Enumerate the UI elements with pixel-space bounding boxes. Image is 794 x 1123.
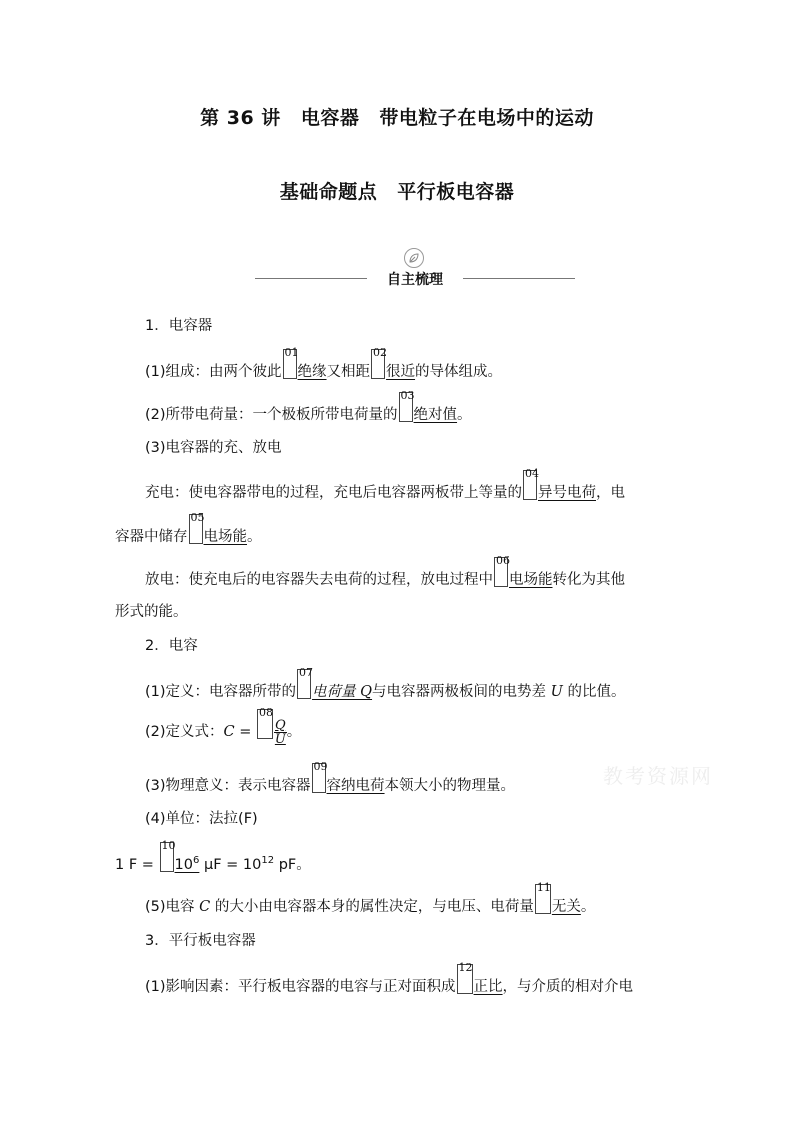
answer: 正比 <box>473 979 503 995</box>
title-part-1: 电容器 <box>300 107 360 129</box>
subtitle-b: 平行板电容器 <box>397 181 515 203</box>
section-subtitle <box>0 177 794 204</box>
watermark: 教考资源网 <box>603 764 713 788</box>
answer: 异号电荷 <box>538 485 596 501</box>
answer: 容纳电荷 <box>326 778 385 794</box>
answer: 无关 <box>551 899 581 915</box>
line-charging: 充电：使电容器带电的过程，充电后电容器两板带上等量的 04 异号电荷，电 <box>145 467 625 501</box>
answer: 很近 <box>386 364 416 380</box>
line-dependence: (5)电容 C 的大小由电容器本身的属性决定，与电压、电荷量 11 无关。 <box>145 881 596 915</box>
blank-box: 10 <box>160 842 174 872</box>
fraction-q-over-u: $\frac{Q}{U}$ <box>274 717 286 747</box>
line-formula: (2)定义式：C = 08 $\frac{Q}{U}$ 。 <box>145 706 302 747</box>
divider-right <box>463 278 575 279</box>
blank-box: 05 <box>189 514 203 544</box>
line-factors: (1)影响因素：平行板电容器的电容与正对面积成 12 正比，与介质的相对介电 <box>145 961 634 995</box>
heading-capacitance: 2．电容 <box>145 638 198 654</box>
answer: $10^6$ <box>174 855 200 873</box>
line-definition: (1)定义：电容器所带的 07 电荷量 Q与电容器两极板间的电势差 U 的比值。 <box>145 666 626 700</box>
blank-box: 12 <box>457 964 473 994</box>
line-composition: (1)组成：由两个彼此 01 绝缘又相距 02 很近的导体组成。 <box>145 346 503 380</box>
section-label: 自主梳理 <box>387 272 443 288</box>
blank-box: 02 <box>371 349 385 379</box>
blank-box: 04 <box>523 470 537 500</box>
blank-box: 03 <box>399 392 413 422</box>
page-title <box>0 103 794 130</box>
answer: 绝对值 <box>413 407 458 423</box>
section-header <box>255 246 575 290</box>
title-part-2: 带电粒子在电场中的运动 <box>379 107 594 129</box>
heading-capacitor: 1．电容器 <box>145 318 213 334</box>
blank-box: 08 <box>257 709 273 739</box>
line-meaning: (3)物理意义：表示电容器 09 容纳电荷本领大小的物理量。 <box>145 760 516 794</box>
blank-box: 11 <box>535 884 551 914</box>
blank-box: 07 <box>297 669 311 699</box>
line-unit-conversion: 1 F = 10 $10^6$ $\mu F = 10^{12}$ pF。 <box>115 839 311 873</box>
blank-box: 06 <box>494 557 508 587</box>
lecture-number: 第 36 讲 <box>200 107 281 129</box>
answer: 绝缘 <box>297 364 327 380</box>
answer: 电场能 <box>203 529 247 545</box>
heading-parallel-plate: 3．平行板电容器 <box>145 933 256 949</box>
answer: 电荷量 Q <box>312 684 373 700</box>
line-unit: (4)单位：法拉(F) <box>145 811 258 827</box>
subtitle-a: 基础命题点 <box>279 181 378 203</box>
line-charge-discharge: (3)电容器的充、放电 <box>145 440 282 456</box>
line-charging-cont: 容器中储存 05 电场能。 <box>115 511 262 545</box>
answer: 电场能 <box>509 572 553 588</box>
line-discharging-cont: 形式的能。 <box>115 604 188 620</box>
blank-box: 01 <box>283 349 297 379</box>
line-discharging: 放电：使充电后的电容器失去电荷的过程，放电过程中 06 电场能转化为其他 <box>145 554 625 588</box>
line-charge: (2)所带电荷量：一个极板所带电荷量的 03 绝对值。 <box>145 389 472 423</box>
blank-box: 09 <box>312 763 326 793</box>
leaf-icon <box>404 248 424 268</box>
